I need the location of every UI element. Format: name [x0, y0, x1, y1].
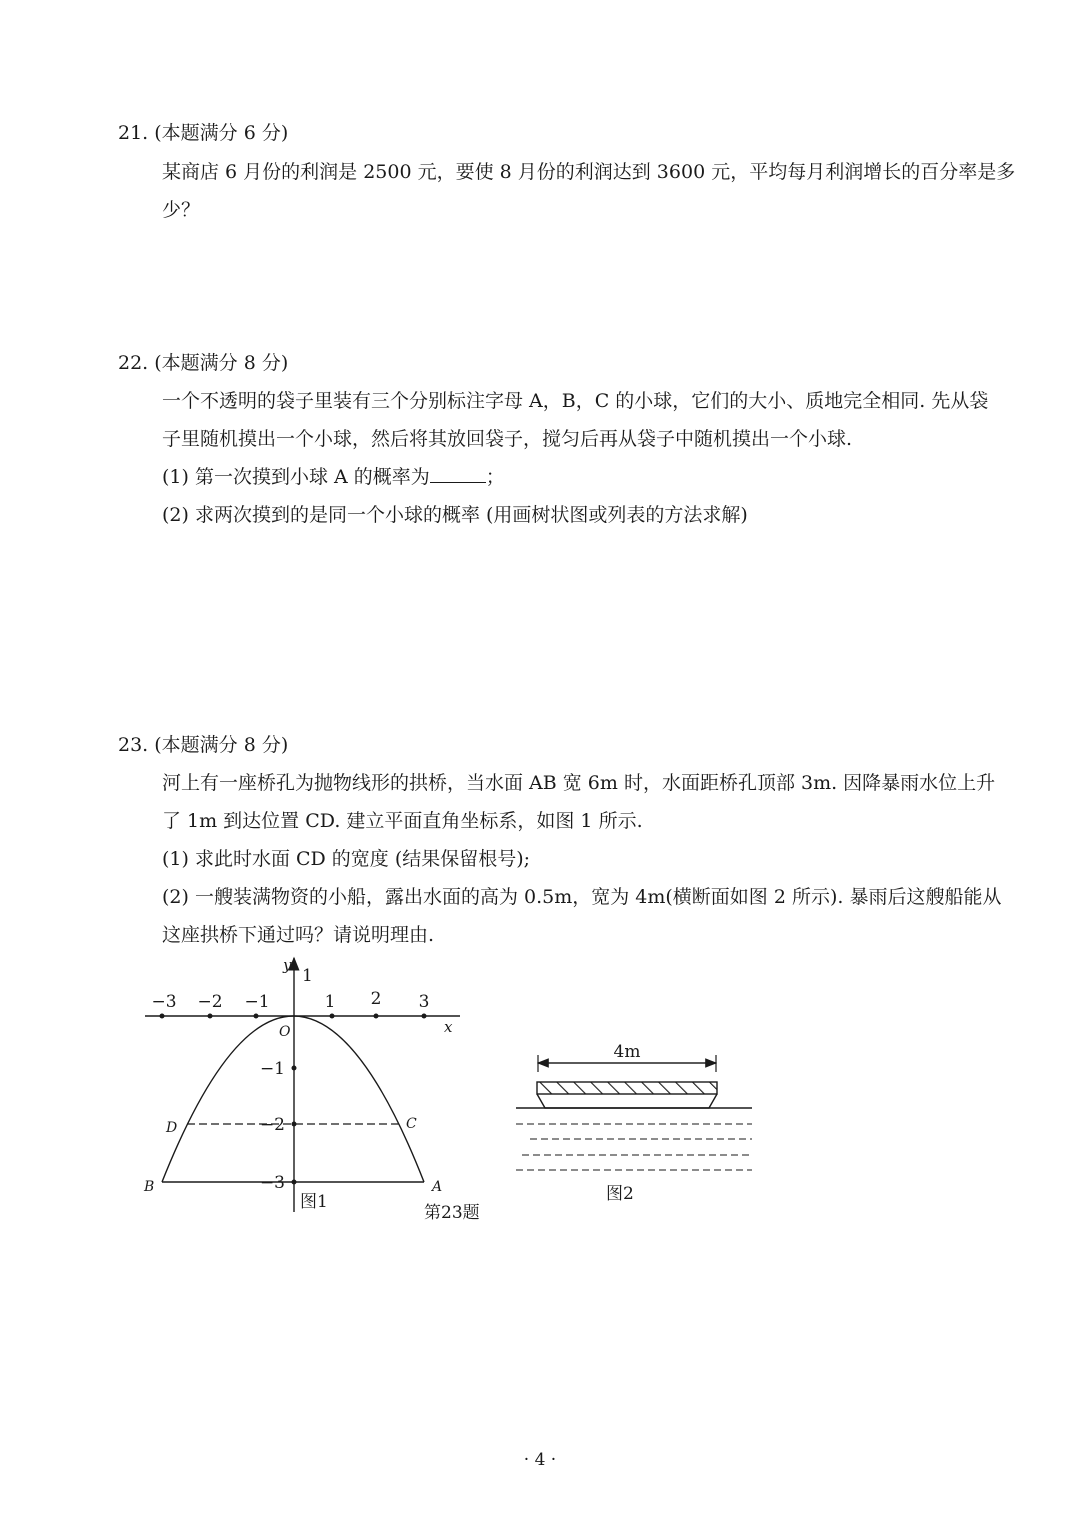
q22-part1-suffix: ；	[485, 466, 505, 488]
q22-part1-text: (1) 第一次摸到小球 A 的概率为	[162, 466, 430, 488]
parabola	[162, 1016, 424, 1182]
q23-part1: (1) 求此时水面 CD 的宽度 (结果保留根号);	[162, 848, 531, 870]
tick-dot	[374, 1014, 379, 1019]
point-label-a: A	[432, 1179, 443, 1195]
q23-line2: 了 1m 到达位置 CD. 建立平面直角坐标系，如图 1 所示.	[162, 810, 643, 832]
point-label-c: C	[406, 1116, 417, 1132]
y-tick-label: −2	[259, 1115, 285, 1135]
x-tick-label: −1	[244, 992, 270, 1012]
boat-hull	[537, 1094, 717, 1108]
y-tick-label: −3	[259, 1173, 285, 1193]
q22-header: 22. (本题满分 8 分)	[118, 352, 289, 374]
x-tick-label: −3	[151, 992, 177, 1012]
q21-header: 21. (本题满分 6 分)	[118, 122, 289, 144]
q23-part2-line1: (2) 一艘装满物资的小船，露出水面的高为 0.5m，宽为 4m(横断面如图 2 所示). 暴雨后这艘船能从	[162, 886, 1002, 908]
x-tick-label: 2	[370, 989, 382, 1009]
q23-part2-line2: 这座拱桥下通过吗？请说明理由.	[162, 924, 435, 946]
q23-line1: 河上有一座桥孔为抛物线形的拱桥，当水面 AB 宽 6m 时，水面距桥孔顶部 3m. 因降暴雨水位上升	[162, 772, 996, 794]
y-axis-label: y	[283, 956, 292, 974]
point-label-b: B	[144, 1179, 155, 1195]
y-tick-label: −1	[259, 1059, 285, 1079]
boat-deck	[537, 1082, 717, 1094]
tick-dot	[330, 1014, 335, 1019]
q22-line2: 子里随机摸出一个小球，然后将其放回袋子，搅匀后再从袋子中随机摸出一个小球.	[162, 428, 853, 450]
figure2	[516, 1042, 752, 1204]
tick-dot	[208, 1014, 213, 1019]
figure1-caption: 图1	[300, 1192, 328, 1212]
point-label-d: D	[166, 1120, 178, 1136]
boat-width-label: 4m	[613, 1042, 641, 1062]
q21-line2: 少？	[162, 199, 201, 221]
q23-header: 23. (本题满分 8 分)	[118, 734, 289, 756]
x-tick-label: 1	[324, 992, 336, 1012]
tick-dot	[292, 1066, 297, 1071]
q22-line1: 一个不透明的袋子里装有三个分别标注字母 A，B，C 的小球，它们的大小、质地完全相同. 先从袋	[162, 390, 989, 412]
origin-label: O	[279, 1024, 291, 1040]
x-tick-label: −2	[197, 992, 223, 1012]
x-tick-label: 3	[418, 992, 430, 1012]
figure2-caption: 图2	[606, 1184, 634, 1204]
y-tick-label: 1	[302, 966, 313, 986]
figure1	[143, 956, 480, 1223]
page-number: · 4 ·	[523, 1450, 557, 1470]
tick-dot	[422, 1014, 427, 1019]
q22-part2: (2) 求两次摸到的是同一个小球的概率 (用画树状图或列表的方法求解)	[162, 504, 748, 526]
tick-dot	[254, 1014, 259, 1019]
tick-dot	[160, 1014, 165, 1019]
q21-line1: 某商店 6 月份的利润是 2500 元，要使 8 月份的利润达到 3600 元，平均每月利润增长的百分率是多	[162, 161, 1016, 183]
problem-label: 第23题	[424, 1203, 480, 1223]
x-axis-label: x	[444, 1018, 453, 1036]
